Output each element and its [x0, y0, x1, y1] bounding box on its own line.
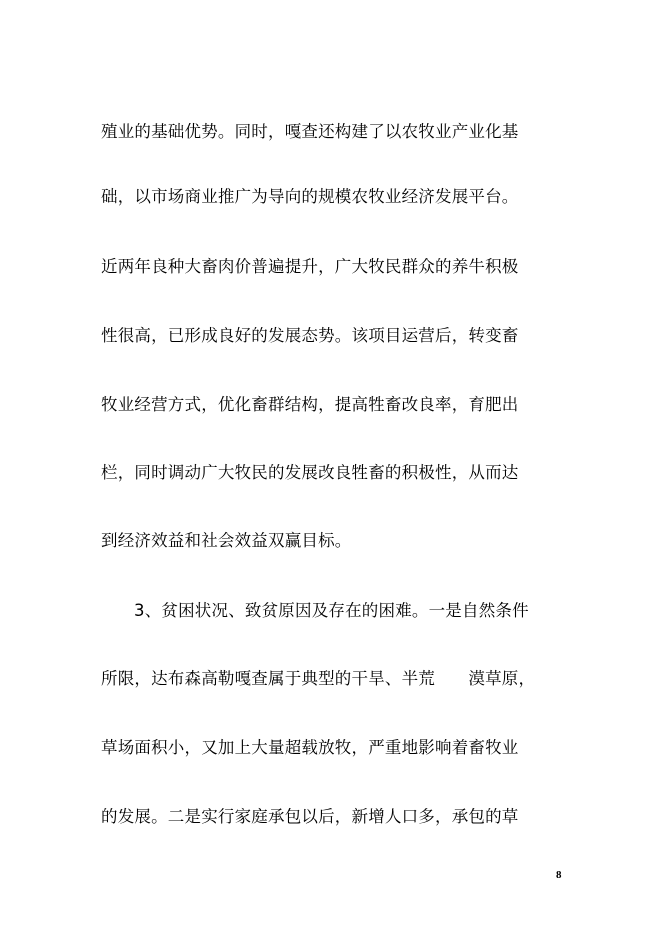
text-line-8: 3、贫困状况、致贫原因及存在的困难。一是自然条件	[134, 601, 529, 620]
text-line-11: 的发展。二是实行家庭承包以后，新增人口多，承包的草	[101, 807, 519, 826]
text-line-3: 近两年良种大畜肉价普遍提升，广大牧民群众的养牛积极	[101, 257, 519, 276]
text-line-7: 到经济效益和社会效益双赢目标。	[101, 531, 352, 550]
text-line-5: 牧业经营方式，优化畜群结构，提高牲畜改良率，育肥出	[101, 395, 519, 414]
text-line-10: 草场面积小，又加上大量超载放牧，严重地影响着畜牧业	[101, 738, 519, 757]
text-line-9: 所限，达布森高勒嘎查属于典型的干旱、半荒 漠草原，	[101, 669, 536, 688]
page-number: 8	[556, 869, 562, 881]
text-line-4: 性很高，已形成良好的发展态势。该项目运营后，转变畜	[101, 326, 519, 345]
text-line-6: 栏，同时调动广大牧民的发展改良牲畜的积极性，从而达	[101, 463, 519, 482]
text-line-2: 础，以市场商业推广为导向的规模农牧业经济发展平台。	[101, 187, 519, 206]
text-line-1: 殖业的基础优势。同时，嘎查还构建了以农牧业产业化基	[101, 122, 519, 141]
